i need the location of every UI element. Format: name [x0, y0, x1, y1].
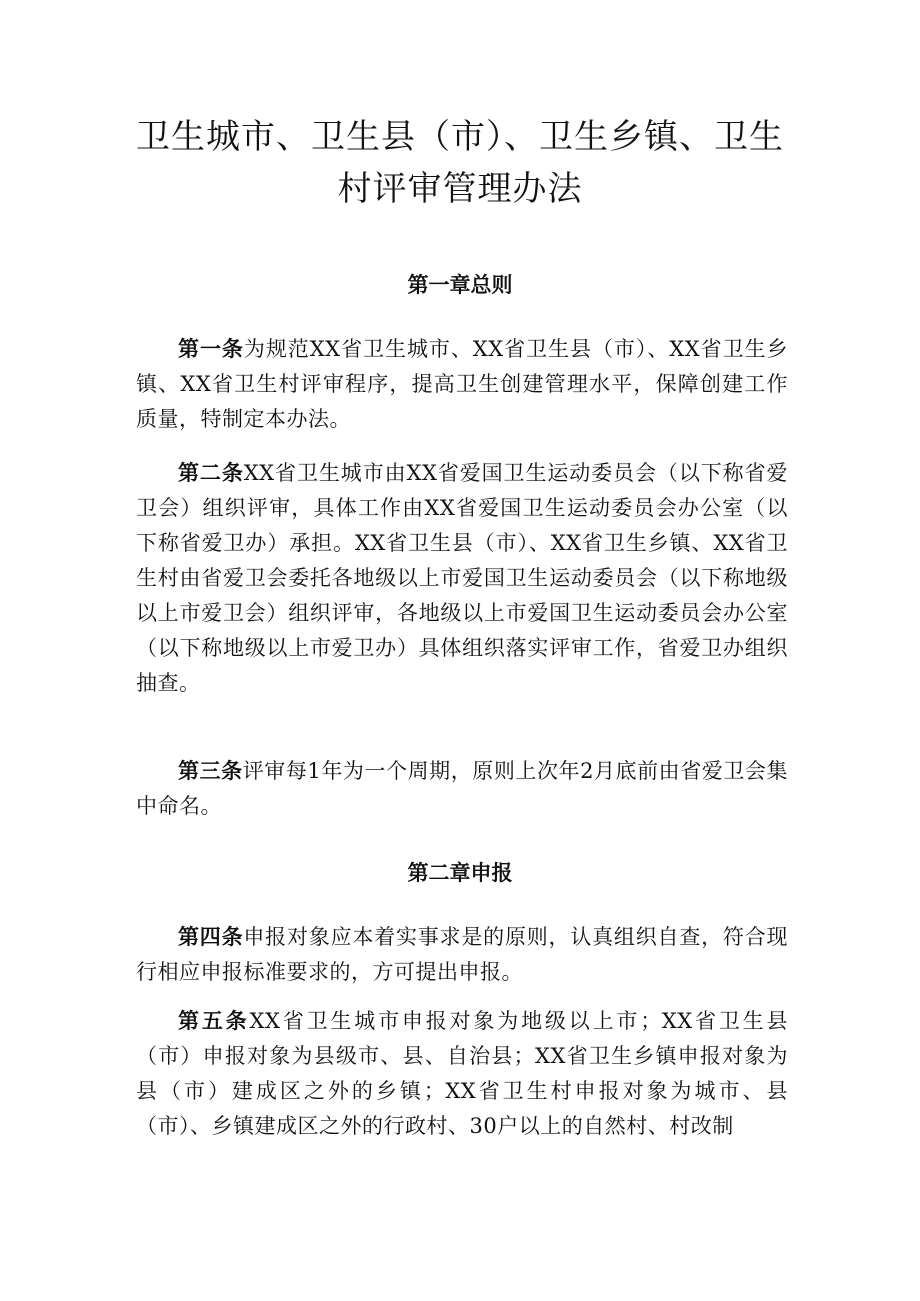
- article-5-number: 第五条: [178, 1009, 250, 1033]
- article-2-text: XX省卫生城市由XX省爱国卫生运动委员会（以下称省爱卫会）组织评审，具体工作由XX省爱国卫生运动委员会办公室（以下称省爱卫办）承担。XX省卫生县（市）、XX省卫生乡镇、XX省卫生村由省爱卫会委托各地级以上市爱国卫生运动委员会（以下称地级以上市爱卫会）组织评审，各地级以上市爱国卫生运动委员会办公室（以下称地级以上市爱卫办）具体组织落实评审工作，省爱卫办组织抽查。: [136, 461, 788, 695]
- article-4-text: 申报对象应本着实事求是的原则，认真组织自查，符合现行相应申报标准要求的，方可提出申报。: [136, 925, 788, 984]
- article-3-text: 评审每1年为一个周期，原则上次年2月底前由省爱卫会集中命名。: [136, 759, 788, 818]
- document-title-line-1: 卫生城市、卫生县（市）、卫生乡镇、卫生: [136, 117, 784, 157]
- article-1-text: 为规范XX省卫生城市、XX省卫生县（市）、XX省卫生乡镇、XX省卫生村评审程序，提高卫生创建管理水平，保障创建工作质量，特制定本办法。: [136, 337, 789, 431]
- article-3: [136, 754, 788, 824]
- article-3-number: 第三条: [178, 759, 243, 783]
- article-5-text: XX省卫生城市申报对象为地级以上市；XX省卫生县（市）申报对象为县级市、县、自治县；XX省卫生乡镇申报对象为县（市）建成区之外的乡镇；XX省卫生村申报对象为城市、县（市）、乡镇建成区之外的行政村、30户以上的自然村、村改制: [136, 1009, 788, 1138]
- chapter-1-heading: 第一章总则: [407, 273, 513, 297]
- article-2: [136, 456, 788, 701]
- article-1: [136, 332, 788, 437]
- article-1-number: 第一条: [178, 337, 244, 361]
- document-title-line-2: 村评审管理办法: [337, 169, 583, 209]
- article-5: [136, 1004, 788, 1144]
- article-4-number: 第四条: [178, 925, 244, 949]
- chapter-2-heading: 第二章申报: [407, 861, 513, 885]
- article-2-number: 第二条: [178, 461, 244, 485]
- article-4: [136, 920, 788, 990]
